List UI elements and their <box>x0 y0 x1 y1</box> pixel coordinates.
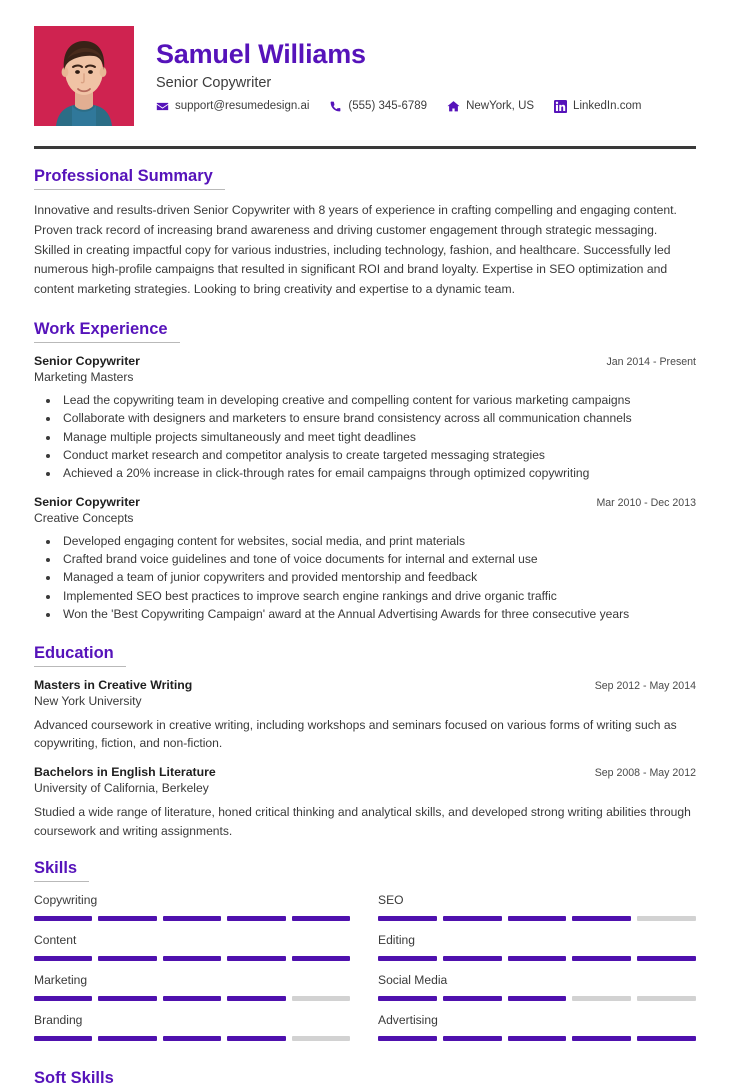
work-entry-head <box>34 354 696 368</box>
work-entry-dates: Mar 2010 - Dec 2013 <box>596 496 696 509</box>
skill-level-bar <box>378 916 696 921</box>
skill-segment <box>34 996 92 1001</box>
education-school: New York University <box>34 693 142 708</box>
contact-email-text: support@resumedesign.ai <box>175 100 310 113</box>
work-entry <box>34 354 696 483</box>
skill-segment <box>163 1036 221 1041</box>
contact-email[interactable] <box>156 100 309 113</box>
skill-segment <box>443 1036 502 1041</box>
skill-segment <box>227 956 285 961</box>
skill-item <box>378 893 696 933</box>
skill-segment <box>378 996 437 1001</box>
skill-segment <box>227 916 285 921</box>
skill-segment <box>572 916 631 921</box>
work-entry-bullets <box>34 391 696 483</box>
candidate-job-title: Senior Copywriter <box>156 74 272 91</box>
section-work-experience <box>34 320 696 624</box>
education-dates: Sep 2008 - May 2012 <box>594 767 696 780</box>
section-skills <box>34 859 696 1053</box>
section-professional-summary <box>34 167 696 300</box>
skill-item <box>378 1013 696 1053</box>
skill-level-bar <box>34 916 350 921</box>
skill-label: Social Media <box>378 972 448 987</box>
section-title-professional-summary: Professional Summary <box>34 167 225 190</box>
skill-segment <box>98 1036 156 1041</box>
avatar <box>34 26 134 126</box>
list-item: • Crafted brand voice guidelines and tone of voice documents for internal and external use <box>60 550 696 568</box>
skill-level-bar <box>378 996 696 1001</box>
contact-phone-text: (555) 345-6789 <box>348 100 428 113</box>
skill-label: Copywriting <box>34 892 98 907</box>
education-dates: Sep 2012 - May 2014 <box>594 679 696 692</box>
education-description: Advanced coursework in creative writing, including workshops and seminars focused on various forms of writing such as copywriting, fiction, and non-fiction. <box>34 717 677 751</box>
skill-segment <box>34 916 92 921</box>
section-soft-skills <box>34 1067 696 1088</box>
work-entry-dates: Jan 2014 - Present <box>606 355 696 368</box>
contact-phone[interactable] <box>329 100 427 113</box>
skill-segment <box>227 996 285 1001</box>
section-title-soft-skills: Soft Skills <box>34 1068 114 1087</box>
skill-item <box>378 933 696 973</box>
skill-label: Marketing <box>34 972 88 987</box>
education-school: University of California, Berkeley <box>34 781 209 796</box>
education-entry <box>34 765 696 840</box>
contact-linkedin-text: LinkedIn.com <box>573 100 642 113</box>
work-entry <box>34 495 696 624</box>
skill-segment <box>98 956 156 961</box>
work-entry-company: Creative Concepts <box>34 510 134 525</box>
section-title-education: Education <box>34 644 126 667</box>
skill-segment <box>163 916 221 921</box>
skill-item <box>378 973 696 1013</box>
contact-location[interactable] <box>447 100 534 113</box>
header-divider <box>34 146 696 149</box>
skill-segment <box>637 956 696 961</box>
skill-level-bar <box>378 956 696 961</box>
skill-label: SEO <box>378 892 404 907</box>
work-entry-company: Marketing Masters <box>34 369 134 384</box>
skill-label: Branding <box>34 1012 83 1027</box>
skill-level-bar <box>34 956 350 961</box>
skill-label: Advertising <box>378 1012 438 1027</box>
skill-segment <box>378 1036 437 1041</box>
education-description: Studied a wide range of literature, honed critical thinking and analytical skills, and developed strong writing abilities through coursework and writing assignments. <box>34 805 691 838</box>
list-item: • Collaborate with designers and marketers to ensure brand consistency across all communication channels <box>60 409 696 427</box>
skill-segment <box>508 956 567 961</box>
skill-segment <box>292 916 350 921</box>
skill-segment <box>572 1036 631 1041</box>
skill-segment <box>98 996 156 1001</box>
list-item: • Developed engaging content for websites, social media, and print materials <box>60 532 696 550</box>
list-item: • Conduct market research and competitor analysis to create targeted messaging strategies <box>60 446 696 464</box>
skill-segment <box>98 916 156 921</box>
work-entry-role: Senior Copywriter <box>34 353 140 368</box>
envelope-icon <box>156 100 169 113</box>
skill-segment <box>637 916 696 921</box>
education-entry-head <box>34 678 696 692</box>
skill-segment <box>292 996 350 1001</box>
linkedin-icon <box>554 100 567 113</box>
work-entry-bullets <box>34 532 696 624</box>
header-text <box>134 39 696 112</box>
education-entry <box>34 678 696 753</box>
work-entry-role: Senior Copywriter <box>34 494 140 509</box>
phone-icon <box>329 100 342 113</box>
list-item: • Manage multiple projects simultaneously and meet tight deadlines <box>60 428 696 446</box>
skill-segment <box>637 1036 696 1041</box>
skill-segment <box>443 916 502 921</box>
skill-segment <box>292 956 350 961</box>
skill-segment <box>508 996 567 1001</box>
skill-segment <box>163 956 221 961</box>
skill-segment <box>34 956 92 961</box>
contact-list <box>156 100 696 113</box>
list-item: • Achieved a 20% increase in click-through rates for email campaigns through optimized copywriting <box>60 464 696 482</box>
skill-segment <box>378 956 437 961</box>
education-degree: Bachelors in English Literature <box>34 765 216 780</box>
skill-segment <box>637 996 696 1001</box>
section-title-skills: Skills <box>34 859 89 882</box>
contact-linkedin[interactable] <box>554 100 641 113</box>
list-item: • Implemented SEO best practices to improve search engine rankings and drive organic traffic <box>60 587 696 605</box>
skill-segment <box>34 1036 92 1041</box>
skill-level-bar <box>378 1036 696 1041</box>
skill-segment <box>443 956 502 961</box>
professional-summary-text: Innovative and results-driven Senior Copywriter with 8 years of experience in crafting compelling and engaging content. Proven track record of increasing brand awareness and driving customer engagement through strategic messaging. Skilled in creating impactful copy for various industries, including technology, fashion, and healthcare. Successfully led numerous high-profile campaigns that resulted in significant ROI and brand loyalty. Expertise in SEO optimization and content marketing strategies. Looking to bring creativity and expertise to a dynamic team. <box>34 203 677 297</box>
skill-segment <box>378 916 437 921</box>
skill-item <box>34 893 350 933</box>
education-entry-head <box>34 765 696 779</box>
skill-label: Content <box>34 932 77 947</box>
skill-segment <box>292 1036 350 1041</box>
skill-segment <box>227 1036 285 1041</box>
skills-grid <box>34 893 696 1053</box>
resume-header <box>34 0 696 134</box>
list-item: • Lead the copywriting team in developing creative and compelling content for various marketing campaigns <box>60 391 696 409</box>
candidate-name: Samuel Williams <box>156 39 366 70</box>
skill-item <box>34 1013 350 1053</box>
skill-segment <box>163 996 221 1001</box>
section-title-work-experience: Work Experience <box>34 320 180 343</box>
work-entry-head <box>34 495 696 509</box>
skill-label: Editing <box>378 932 415 947</box>
education-degree: Masters in Creative Writing <box>34 677 193 692</box>
contact-location-text: NewYork, US <box>466 100 535 113</box>
skill-level-bar <box>34 1036 350 1041</box>
section-education <box>34 644 696 841</box>
skill-segment <box>572 956 631 961</box>
home-icon <box>447 100 460 113</box>
skill-item <box>34 973 350 1013</box>
skill-segment <box>508 916 567 921</box>
skill-segment <box>572 996 631 1001</box>
list-item: • Won the 'Best Copywriting Campaign' award at the Annual Advertising Awards for three consecutive years <box>60 605 696 623</box>
skill-item <box>34 933 350 973</box>
skill-segment <box>443 996 502 1001</box>
list-item: • Managed a team of junior copywriters and provided mentorship and feedback <box>60 568 696 586</box>
skill-level-bar <box>34 996 350 1001</box>
skill-segment <box>508 1036 567 1041</box>
